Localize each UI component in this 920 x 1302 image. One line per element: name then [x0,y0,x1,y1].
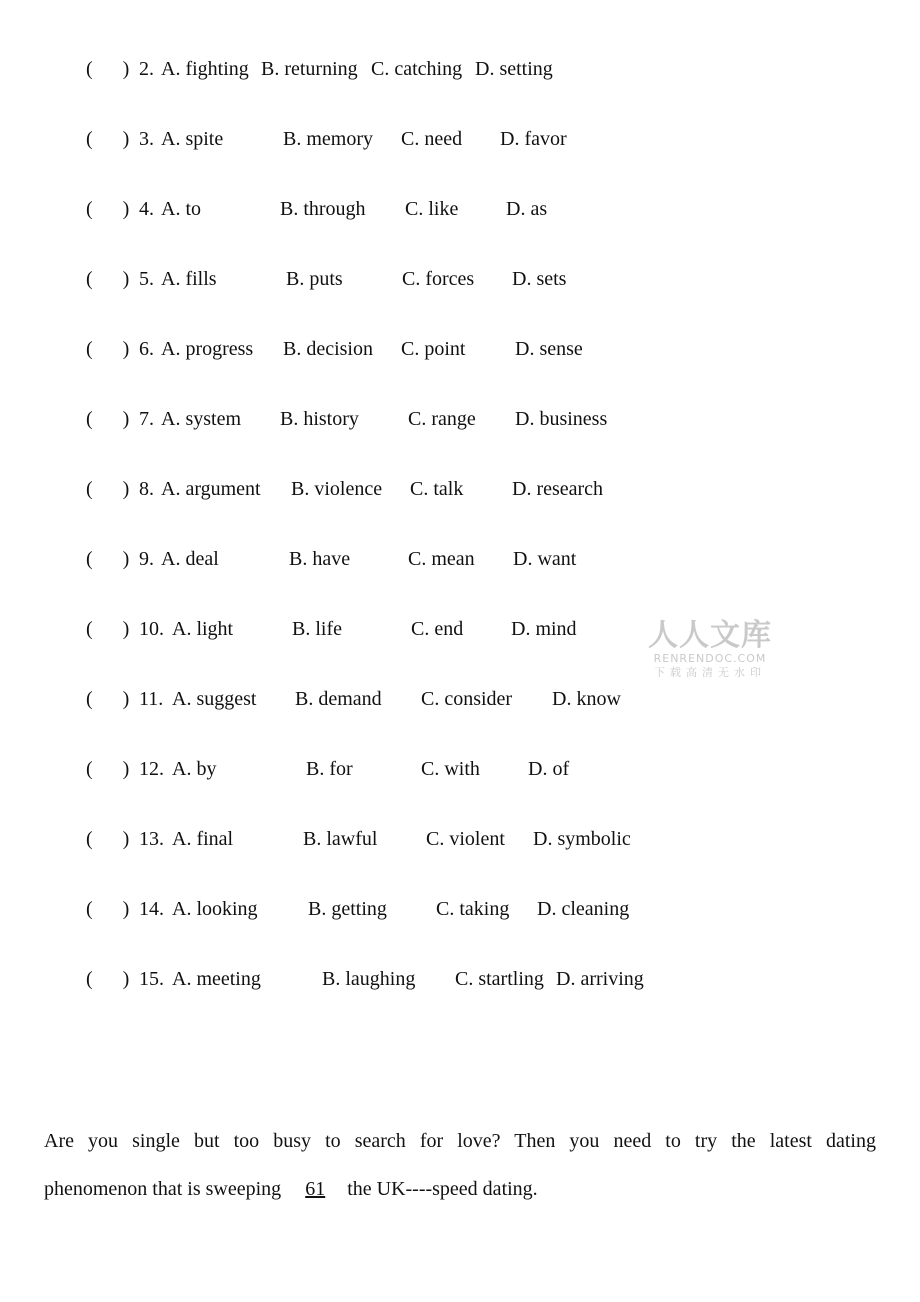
option-c: C. startling [455,968,544,990]
option-a: A. fills [161,268,217,290]
option-c: C. consider [421,688,513,710]
option-a: A. final [172,828,234,850]
answer-paren[interactable]: ( ) [86,478,130,500]
option-c: C. taking [436,898,510,920]
option-d: D. as [506,198,548,220]
option-b: B. through [280,198,366,220]
renrendoc-watermark [648,620,772,680]
option-a: A. argument [161,478,261,500]
question-number: 9. [139,548,154,570]
option-d: D. symbolic [533,828,631,850]
question-number: 5. [139,268,154,290]
question-number: 6. [139,338,154,360]
answer-paren[interactable]: ( ) [86,128,130,150]
question-number: 8. [139,478,154,500]
option-a: A. looking [172,898,258,920]
option-d: D. research [512,478,604,500]
option-c: C. talk [410,478,464,500]
option-b: B. violence [291,478,383,500]
option-a: A. meeting [172,968,261,990]
answer-paren[interactable]: ( ) [86,618,130,640]
option-d: D. of [528,758,570,780]
passage-line-1: Are you single but too busy to search for love? Then you need to try the latest dating [44,1130,876,1152]
option-b: B. getting [308,898,387,920]
question-number: 3. [139,128,154,150]
option-b: B. returning [261,58,358,80]
option-d: D. favor [500,128,567,150]
option-c: C. point [401,338,466,360]
question-number: 7. [139,408,154,430]
answer-paren[interactable]: ( ) [86,408,130,430]
question-number: 4. [139,198,154,220]
option-d: D. sets [512,268,567,290]
passage-text-before: phenomenon that is sweeping [44,1178,282,1200]
option-c: C. range [408,408,476,430]
question-number: 13. [139,828,164,850]
watermark-title: 人人文库 [648,618,772,653]
question-number: 12. [139,758,164,780]
option-a: A. deal [161,548,219,570]
question-number: 14. [139,898,164,920]
option-c: C. need [401,128,463,150]
option-c: C. forces [402,268,475,290]
option-c: C. end [411,618,464,640]
question-number: 10. [139,618,164,640]
option-d: D. know [552,688,621,710]
option-a: A. by [172,758,217,780]
option-b: B. puts [286,268,343,290]
answer-paren[interactable]: ( ) [86,898,130,920]
option-d: D. cleaning [537,898,630,920]
option-b: B. demand [295,688,382,710]
option-c: C. violent [426,828,505,850]
watermark-subtitle: 下载高清无水印 [654,666,766,679]
option-d: D. sense [515,338,583,360]
option-b: B. for [306,758,353,780]
watermark-url: RENRENDOC.COM [653,652,767,665]
option-a: A. spite [161,128,224,150]
option-d: D. want [513,548,577,570]
option-b: B. laughing [322,968,416,990]
option-d: D. business [515,408,608,430]
blank-61[interactable]: 61 [305,1178,326,1200]
option-b: B. memory [283,128,373,150]
option-d: D. mind [511,618,577,640]
question-number: 15. [139,968,164,990]
option-c: C. with [421,758,480,780]
option-c: C. mean [408,548,475,570]
option-d: D. setting [475,58,553,80]
option-a: A. system [161,408,241,430]
answer-paren[interactable]: ( ) [86,198,130,220]
passage-text-after: the UK----speed dating. [347,1178,538,1200]
passage-line-2 [44,1177,876,1201]
answer-paren[interactable]: ( ) [86,548,130,570]
answer-paren[interactable]: ( ) [86,268,130,290]
answer-paren[interactable]: ( ) [86,968,130,990]
option-a: A. progress [161,338,254,360]
option-a: A. to [161,198,201,220]
option-b: B. decision [283,338,373,360]
question-number: 2. [139,58,154,80]
option-a: A. light [172,618,234,640]
option-b: B. history [280,408,359,430]
answer-paren[interactable]: ( ) [86,828,130,850]
answer-paren[interactable]: ( ) [86,758,130,780]
option-a: A. fighting [161,58,249,80]
question-number: 11. [139,688,164,710]
answer-paren[interactable]: ( ) [86,338,130,360]
option-c: C. catching [371,58,463,80]
option-a: A. suggest [172,688,257,710]
option-b: B. life [292,618,342,640]
answer-paren[interactable]: ( ) [86,58,130,80]
question-15 [86,967,644,1135]
answer-paren[interactable]: ( ) [86,688,130,710]
option-b: B. have [289,548,351,570]
option-d: D. arriving [556,968,644,990]
option-c: C. like [405,198,459,220]
option-b: B. lawful [303,828,378,850]
